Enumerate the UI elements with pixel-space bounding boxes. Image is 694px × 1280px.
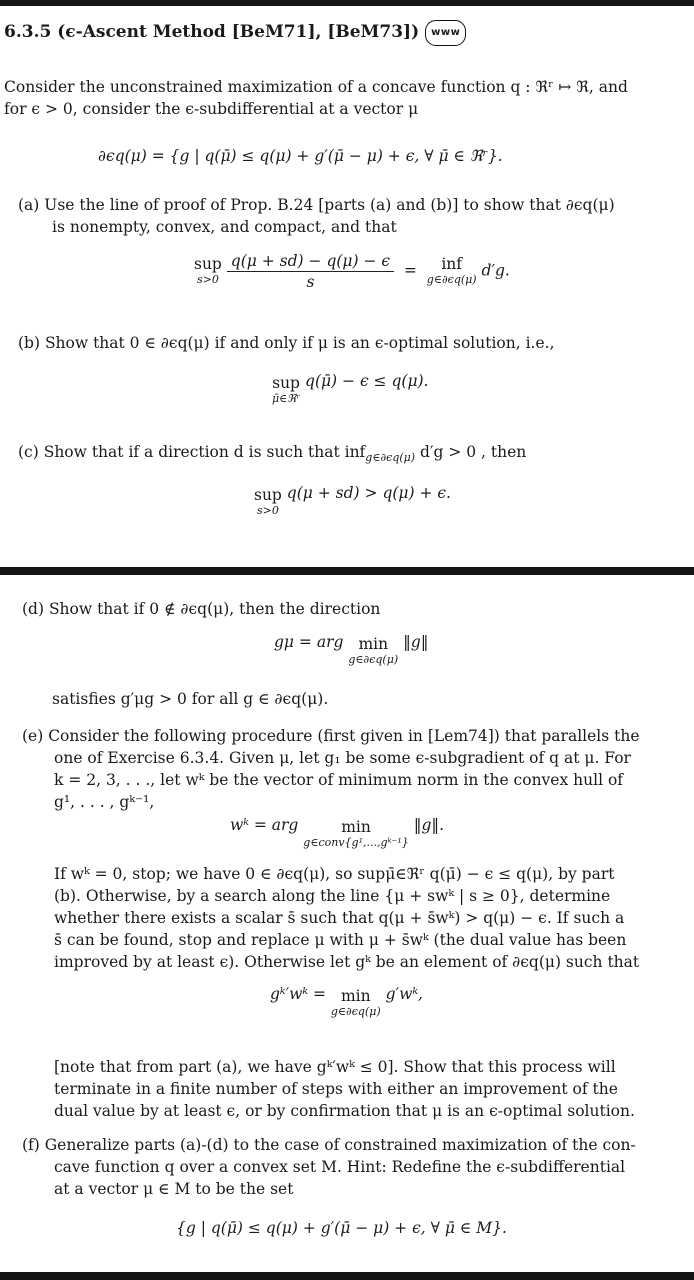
part-a-equation — [194, 252, 510, 291]
min-subscript: g∈conv{g¹,...,gᵏ⁻¹} — [303, 836, 409, 849]
part-e-line-4: g¹, . . . , gᵏ⁻¹, — [54, 793, 155, 811]
sup-label: sup — [272, 374, 300, 392]
part-e-para2-line-3: whether there exists a scalar s̄ such that q(μ + s̄wᵏ) > q(μ) − ϵ. If such a — [54, 909, 625, 927]
part-e-para3-line-2: terminate in a finite number of steps with either an improvement of the — [54, 1080, 618, 1098]
optimality-expression: q(μ̄) − ϵ ≤ q(μ). — [305, 372, 429, 390]
sup-label: sup — [194, 254, 222, 273]
inf-label: inf — [441, 254, 463, 273]
section-title-text: 6.3.5 (ϵ-Ascent Method [BeM71], [BeM73]) — [4, 22, 420, 42]
epsilon-subdifferential-definition: ∂ϵq(μ) = {g | q(μ̄) ≤ q(μ) + g′(μ̄ − μ) + ϵ, ∀ μ̄ ∈ ℜʳ}. — [98, 147, 503, 165]
part-e-para2-line-4: s̄ can be found, stop and replace μ with μ + s̄wᵏ (the dual value has been — [54, 931, 627, 949]
bottom-border — [0, 1272, 694, 1280]
part-b-line-1: (b) Show that 0 ∈ ∂ϵq(μ) if and only if μ is an ϵ-optimal solution, i.e., — [18, 334, 555, 352]
part-f-line-3: at a vector μ ∈ M to be the set — [54, 1180, 294, 1198]
part-e-line-1: (e) Consider the following procedure (first given in [Lem74]) that parallels the — [22, 727, 640, 745]
part-e-line-3: k = 2, 3, . . ., let wᵏ be the vector of minimum norm in the convex hull of — [54, 771, 624, 789]
min-operator — [348, 637, 398, 667]
part-e-para2-line-5: improved by at least ϵ). Otherwise let gᵏ be an element of ∂ϵq(μ) such that — [54, 953, 640, 971]
part-c-equation — [254, 484, 451, 518]
min-norm-equation — [230, 816, 444, 850]
www-badge: www — [425, 20, 466, 46]
subgradient-rhs: g′wᵏ, — [385, 985, 423, 1003]
sup-label: sup — [254, 486, 282, 504]
part-e-para2-line-1: If wᵏ = 0, stop; we have 0 ∈ ∂ϵq(μ), so supμ̄∈ℜʳ q(μ̄) − ϵ ≤ q(μ), by part — [54, 865, 615, 883]
part-f-line-1: (f) Generalize parts (a)-(d) to the case of constrained maximization of the con- — [22, 1136, 636, 1154]
subgradient-min-equation — [270, 985, 423, 1019]
fraction-numerator: q(μ + sd) − q(μ) − ϵ — [227, 252, 394, 272]
top-border — [0, 0, 694, 6]
subgradient-lhs: gᵏ′wᵏ = — [270, 985, 326, 1003]
part-b-equation — [272, 372, 429, 406]
inf-subscript: g∈∂ϵq(μ) — [426, 272, 477, 286]
part-d-line-2: satisfies g′μg > 0 for all g ∈ ∂ϵq(μ). — [52, 690, 329, 708]
norm-expression: ‖g‖ — [403, 633, 429, 651]
part-c-text: (c) Show that if a direction d is such that inf — [18, 443, 366, 461]
part-e-line-2: one of Exercise 6.3.4. Given μ, let g₁ be some ϵ-subgradient of q at μ. For — [54, 749, 631, 767]
min-norm-lhs: wᵏ = arg — [230, 816, 299, 834]
directional-product: d′g. — [481, 261, 510, 280]
sup-operator — [194, 254, 222, 287]
part-e-para3-line-1: [note that from part (a), we have gᵏ′wᵏ ≤ 0]. Show that this process will — [54, 1058, 616, 1076]
part-f-line-2: cave function q over a convex set M. Hint: Redefine the ϵ-subdifferential — [54, 1158, 626, 1176]
min-operator — [303, 820, 408, 850]
min-operator — [331, 989, 381, 1019]
min-subscript: g∈∂ϵq(μ) — [330, 1005, 381, 1018]
page-divider — [0, 567, 694, 575]
section-title — [4, 20, 466, 46]
fraction-denominator: s — [306, 273, 315, 291]
min-subscript: g∈∂ϵq(μ) — [348, 653, 399, 666]
direction-lhs: gμ = arg — [274, 633, 344, 651]
part-c-text-end: d′g > 0 , then — [415, 443, 527, 461]
sup-subscript: s>0 — [196, 272, 219, 286]
min-label: min — [340, 987, 371, 1005]
sup-operator — [272, 376, 300, 406]
difference-quotient — [227, 252, 394, 291]
min-label: min — [358, 635, 389, 653]
part-d-equation — [274, 633, 429, 667]
part-a-line-1: (a) Use the line of proof of Prop. B.24 [parts (a) and (b)] to show that ∂ϵq(μ) — [18, 196, 615, 214]
sup-operator — [254, 488, 282, 518]
min-label: min — [341, 818, 371, 836]
constrained-subdifferential-definition: {g | q(μ̄) ≤ q(μ) + g′(μ̄ − μ) + ϵ, ∀ μ̄ ∈ M}. — [176, 1219, 507, 1237]
sup-subscript: s>0 — [256, 504, 279, 517]
part-a-line-2: is nonempty, convex, and compact, and that — [52, 218, 397, 236]
part-e-para2-line-2: (b). Otherwise, by a search along the line {μ + swᵏ | s ≥ 0}, determine — [54, 887, 611, 905]
inf-operator — [426, 254, 477, 287]
intro-line-1: Consider the unconstrained maximization of a concave function q : ℜʳ ↦ ℜ, and — [4, 78, 628, 96]
intro-line-2: for ϵ > 0, consider the ϵ-subdifferential at a vector μ — [4, 100, 419, 118]
inf-subscript: g∈∂ϵq(μ) — [365, 451, 416, 464]
part-e-para3-line-3: dual value by at least ϵ, or by confirmation that μ is an ϵ-optimal solution. — [54, 1102, 635, 1120]
part-c-line-1 — [18, 442, 526, 468]
sup-subscript: μ̄∈ℜʳ — [272, 392, 301, 405]
part-d-line-1: (d) Show that if 0 ∉ ∂ϵq(μ), then the direction — [22, 600, 381, 618]
norm-expression: ‖g‖. — [413, 816, 445, 834]
equals-sign: = — [403, 261, 417, 280]
ascent-expression: q(μ + sd) > q(μ) + ϵ. — [286, 484, 451, 502]
